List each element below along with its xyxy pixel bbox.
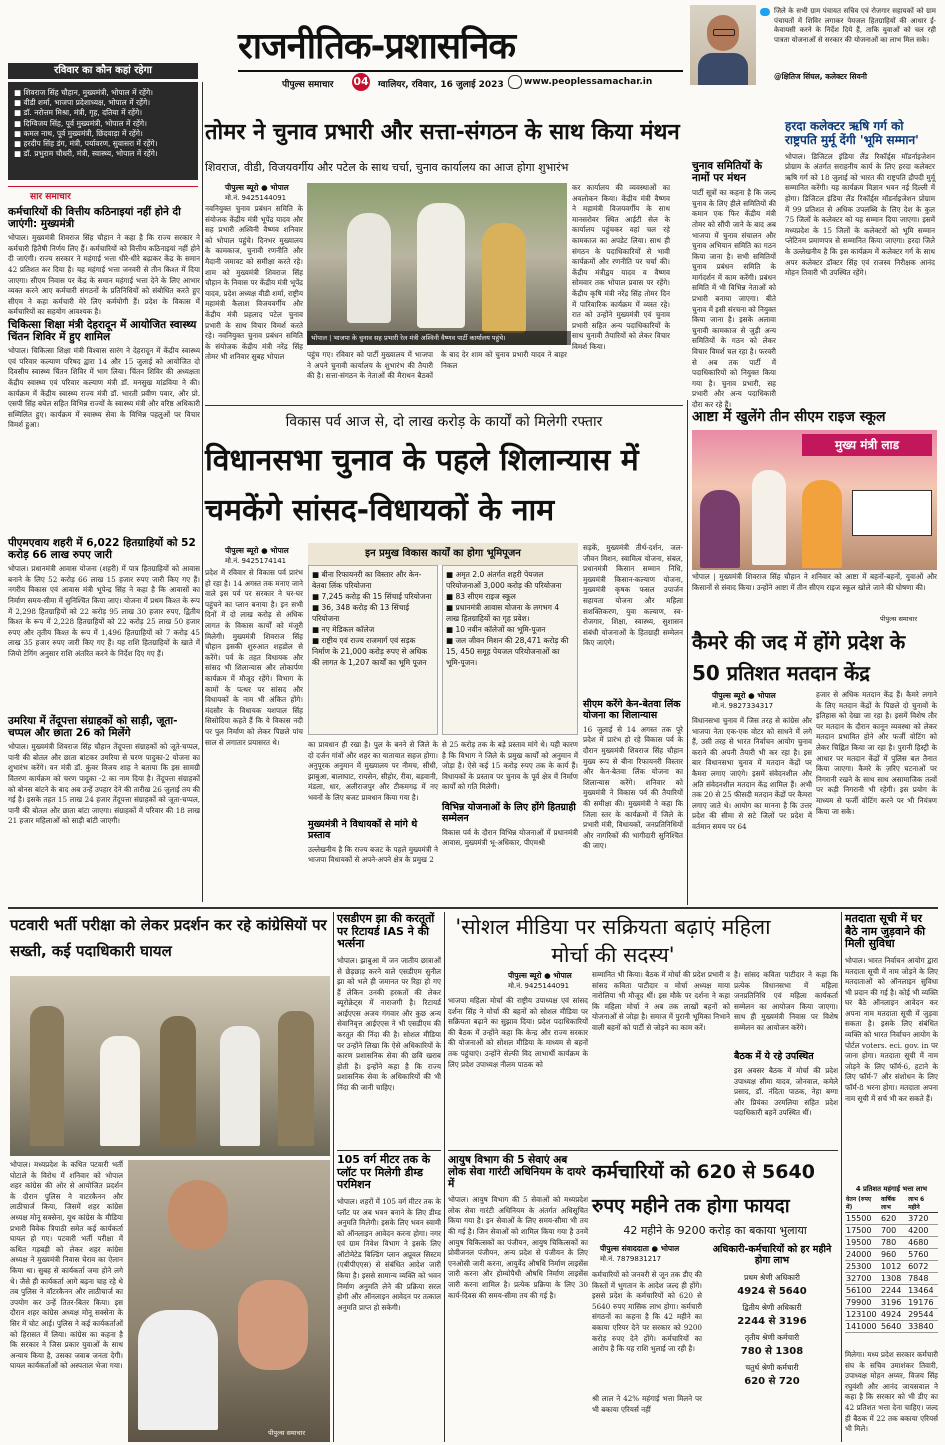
photo-face [238,1280,308,1370]
lead-body-col2: पहुंच गए। रविवार को पार्टी मुख्यालय में भाजपा ने अपने चुनावी कार्यालय के शुभारंभ की तैयारी की है। सत्ता-संगठन के नेताओं की मैराथन बैठकों के बाद देर शाम को चुनाव प्रभारी यादव ने बाहर निकल [307,350,567,381]
grade-name: चतुर्थ श्रेणी कर्मचारी [745,1362,799,1372]
page-number-badge: 04 [352,73,370,91]
photo-person [752,470,786,565]
news-headline: चिकित्सा शिक्षा मंत्री देहरादून में आयोजित स्वास्थ्य चिंतन शिविर में हुए शामिल [8,319,197,344]
table-cell: 1012 [880,1261,907,1273]
table-cell: 24000 [845,1249,880,1261]
table-cell: 780 [880,1237,907,1249]
map105-headline: 105 वर्ग मीटर तक के प्लॉट पर मिलेगी डीम्ड परमिशन [337,1153,431,1192]
cmrise-photo [692,430,937,570]
website: www.peoplessamachar.in [524,77,653,87]
table-cell: 141000 [845,1321,880,1333]
map105-body: भोपाल। शहरों में 105 वर्ग मीटर तक के प्लॉट पर अब भवन बनाने के लिए डीम्ड अनुमति मिलेगी। इसके लिए भवन स्वामी को ऑनलाइन आवेदन करना होगा। नगर एवं ग्राम निवेश विभाग ने इसके लिए ऑटोमेटेड बिल्डिंग प्लान अप्रूवल सिस्टम (एबीपीएएस) से संबंधित आदेश जारी किया है। इससे सामान्य व्यक्ति को भवन निर्माण अनुमति लेने की प्रक्रिया सरल होगी और ऑनलाइन आवेदन पर तत्काल अनुमति प्राप्त हो सकेगी। [337,1196,441,1312]
table-cell: 19500 [845,1237,880,1249]
committees-story [692,160,776,409]
table-cell: 17500 [845,1225,880,1237]
employees-deck: 42 महीने के 9200 करोड़ का बकाया भुलाया [623,1224,807,1237]
schedule-item: ■ वीडी शर्मा, भाजपा प्रदेशाध्यक्ष, भोपाल में रहेंगे। [14,98,151,108]
dev-box-right [442,565,578,735]
table-cell: 1308 [880,1273,907,1285]
table-cell: 79900 [845,1297,880,1309]
committees-headline: चुनाव समितियों के नामों पर मंथन [692,160,763,185]
ayush-headline: आयुष विभाग की 5 सेवाएं अब लोक सेवा गारंटी अधिनियम के दायरे में [448,1154,586,1191]
photo-credit: पीपुल्स समाचार [268,1429,305,1437]
dev-body-col2: का प्रावधान ही रखा है। पुल के बनने से जिले के दो दर्जन गांवों और शहर का यातायात सहज होगा। अनुपूरक अनुमान में मुख्यालय पर नीमच, सीधी, झाबुआ, बालाघाट, रायसेन, सीहोर, रीवा, बड़वानी, मंडला, धार, अलीराजपुर और टीकमगढ़ में नए भवनों के लिए बजट प्रावधान किया गया है। [308,740,438,802]
schedule-item: ■ कमल नाथ, पूर्व मुख्यमंत्री, छिंदवाड़ा में रहेंगे। [14,128,143,138]
sub-headline: मुख्यमंत्री ने विधायकों से मांगे थे प्रस्ताव [308,819,418,841]
hrishi-headline: हरदा कलेक्टर ऋषि गर्ग को राष्ट्रपति मुर्मू देंगी 'भूमि सम्मान' [785,119,919,147]
byline-phone: मो.नं. 7879831217 [600,1255,662,1263]
photo-person [417,203,465,328]
photo-person [700,490,740,568]
grade-range: 620 से 720 [744,1375,800,1387]
social-sub [734,1052,838,1146]
byline-name: पीपुल्स ब्यूरो ● भोपाल [225,183,289,192]
voters-body: भोपाल। भारत निर्वाचन आयोग द्वारा मतदाता सूची में नाम जोड़ने के लिए मतदाताओं को ऑनलाइन सुविधा भी प्रदान की गई है। कोई भी व्यक्ति घर बैठे ऑनलाइन आवेदन कर अपना नाम मतदाता सूची में जुड़वा सकता है। इसके लिए संबंधित व्यक्ति को भारत निर्वाचन आयोग के पोर्टल voters. eci. gov. in पर जाना होगा। मतदाता सूची में नाम जोड़ने के लिए फॉर्म-6, हटाने के लिए फॉर्म-7 और संशोधन के लिए फॉर्म-8 भरना होगा। मतदाता अपना नाम सूची में सर्च भी कर सकते हैं। [845,955,938,1103]
twitter-icon [760,8,770,16]
photo-cheque [852,490,932,536]
masthead-title: राजनीतिक-प्रशासनिक [238,26,516,67]
table-cell: 13464 [907,1285,938,1297]
table-header: वार्षिक लाभ [880,1194,907,1213]
social-byline [508,970,572,992]
dev-sub1 [308,820,438,889]
column-rule [202,82,203,902]
da-table [845,1194,938,1333]
employees-headline: कर्मचारियों को 620 से 5640 रुपए महीने तक होगा फायदा [592,1161,815,1217]
table-cell: 700 [880,1225,907,1237]
lead-photo [307,183,567,345]
divider [448,1150,838,1151]
schedule-list [8,82,198,180]
table-header: वेतन (रुपए में) [845,1194,880,1213]
byline-name: पीपुल्स ब्यूरो ● भोपाल [712,691,776,700]
table-cell: 5760 [907,1249,938,1261]
table-cell: 29544 [907,1309,938,1321]
photo-banner: मुख्य मंत्री लाड [802,434,932,456]
table-cell: 25300 [845,1261,880,1273]
photo-face [168,1180,228,1250]
table-row [845,1237,938,1249]
table-cell: 4924 [880,1309,907,1321]
column-rule [687,400,688,905]
sdm-story [337,913,441,1146]
table-cell: 3196 [880,1297,907,1309]
photo-person [30,1006,64,1146]
byline-phone: मो.नं. 9425144091 [225,194,287,202]
table-row [845,1321,938,1333]
hrishi-body: भोपाल। डिजिटल इंडिया लैंड रिकॉर्ड्स मॉडर्नाइजेशन प्रोग्राम के अंतर्गत सराहनीय कार्य के लिए हरदा कलेक्टर ऋषि गर्ग को 18 जुलाई को भारत की राष्ट्रपति द्रौपदी मुर्मू सम्मानित करेंगी। यह कार्यक्रम विज्ञान भवन नई दिल्ली में होगा। डिजिटल इंडिया लैंड रिकॉर्ड्स मॉडर्नाइजेशन प्रोग्राम में 99 प्रतिशत से अधिक उपलब्धि के लिए देश के कुल 75 जिलों के कलेक्टर को यह सम्मान दिया जाएगा। इसमें मध्यप्रदेश के 15 जिलों के कलेक्टरों को भूमि सम्मान प्लेटिनम प्रमाणपत्र से सम्मानित किया जाएगा। हरदा जिले के उल्लेखनीय है कि इस कार्यक्रम में कलेक्टर गर्ग के साथ अपर कलेक्टर डॉक्टर सिंह एवं राजस्व निरीक्षक आनंद मोहन तिवारी भी उपस्थित रहेंगे। [785,151,935,278]
cameras-headline: कैमरे की जद में होंगे प्रदेश के 50 प्रतिशत मतदान केंद्र [692,630,906,685]
table-cell: 3720 [907,1213,938,1225]
sidebar-news-1 [8,206,200,337]
column-rule [444,912,445,1442]
grade-range: 2244 से 3196 [737,1315,807,1327]
table-row [845,1261,938,1273]
photo-person [160,1016,196,1146]
cameras-body-col1: विधानसभा चुनाव में जिस तरह से कांग्रेस और भाजपा नेता एक-एक वोटर को साधने में लगे हैं, उसी तरह से भारत निर्वाचन आयोग चुनाव कराने की अपनी तैयारी भी कर रहा है। इस बार विधानसभा चुनाव में मतदान केंद्रों पर कैमरा लगाए जाएंगे। इसमें संवेदनशील और अति संवेदनशील मतदान केंद्र शामिल हैं। अभी तक 20 से 25 फीसदी मतदान केंद्रों पर कैमरा लगाए जाते थे। आयोग का मानना है कि उत्तर प्रदेश की सीमा से सटे जिलों पर प्रदेश में वर्तमान समय पर 64 [692,716,812,831]
table-cell: 7848 [907,1273,938,1285]
paper-name: पीपुल्स समाचार [282,80,334,90]
lead-deck: शिवराज, वीडी, विजयवर्गीय और पटेल के साथ चर्चा, चुनाव कार्यालय का आज होगा शुभारंभ [205,161,569,174]
collector-portrait [690,5,756,85]
dev-box-item: ■ 7,245 करोड़ की 15 सिंचाई परियोजना [312,592,432,601]
dev-byline [225,545,289,567]
dev-box-left [308,565,438,735]
table-cell: 960 [880,1249,907,1261]
grade-range: 4924 से 5640 [737,1285,807,1297]
dev-box-item: ■ 83 सीएम राइज स्कूल [446,592,516,601]
table-cell: 4680 [907,1237,938,1249]
masthead-dateline-bar [238,70,683,94]
dev-box-item: ■ राष्ट्रीय एवं राज्य राजमार्ग एवं सड़क निर्माण के 21,000 करोड़ रुपए से अधिक की लागत के 1,207 कार्यों का भूमि पूजन [312,636,428,667]
dev-box-item: ■ नए मेडिकल कॉलेज [312,625,375,634]
photo-credit: पीपुल्स समाचार [880,615,917,623]
table-cell: 33840 [907,1321,938,1333]
photo-person [100,1036,140,1146]
voters-headline: मतदाता सूची में घर बैठे नाम जुड़वाने की मिली सुविधा [845,912,926,951]
divider [205,405,683,406]
table-row [845,1297,938,1309]
table-row [845,1225,938,1237]
schedule-item: ■ हरदीप सिंह डंग, मंत्री, पर्यावरण, सुवासरा में रहेंगे। [14,139,158,149]
table-row [845,1249,938,1261]
dev-headline: विधानसभा चुनाव के पहले शिलान्यास में चमकेंगे सांसद-विधायकों के नाम [205,443,639,528]
portrait-shirt [698,53,748,85]
grade-item [706,1273,838,1297]
sdm-headline: एसडीएम झा की करतूतों पर रिटायर्ड IAS ने की भर्त्सना [337,912,435,951]
map105-story [337,1154,441,1409]
byline-name: पीपुल्स ब्यूरो ● भोपाल [225,546,289,555]
table-cell: 56100 [845,1285,880,1297]
lead-photo-caption: भोपाल | भाजपा के चुनाव सह प्रभारी रेल मंत्री अश्विनी वैष्णव पार्टी कार्यालय पहुंचे। [307,331,571,345]
news-headline: उमरिया में तेंदूपत्ता संग्राहकों को साड़ी, जूता- चप्पल और छाता 26 को मिलेंगे [8,715,178,740]
byline-phone: मो.नं. 9827334317 [712,702,774,710]
schedule-item: ■ डॉ. नरोत्तम मिश्रा, मंत्री, गृह, दतिया में रहेंगे। [14,108,143,118]
grade-range: 780 से 1308 [740,1345,804,1357]
byline-phone: मो.नं. 9425174141 [225,557,287,565]
employees-grade-box [706,1245,838,1445]
cameras-byline [712,690,776,712]
news-body: भोपाल। मुख्यमंत्री शिवराज सिंह चौहान तेंदूपत्ता संग्राहकों को जूते-चप्पल, पानी की बोतल और छाता बांटकर उमरिया से चरण पादुका-2 योजना का शुभारंभ करेंगे। वन मंत्री डॉ. कुंवर विजय शाह ने बताया कि इस सामग्री वितरण कार्यक्रम को चरण पादुका -2 का नाम दिया है। तेंदूपत्ता संग्राहकों को बोनस बांटने के बाद अब उन्हें उपहार देने की तारीख 26 जुलाई तय की गई है। इसके तहत 15 लाख 24 हजार तेंदूपत्ता संग्राहकों को जूता-चप्पल, पानी की बोतल और छाता बांटा जाएगा। संग्राहकों में परिवार की 18 लाख 21 हजार महिलाओं को साड़ी बांटी जाएगी। [8,742,200,826]
da-table-box [845,1185,938,1333]
social-headline: 'सोशल मीडिया पर सक्रियता बढ़ाएं महिला मोर्चा की सदस्य' [455,915,771,967]
voters-story [845,913,938,1168]
dev-box-item: ■ बीना रिफायनरी का विस्तार और केन-बेतवा लिंक परियोजना [312,570,422,590]
social-body-col1: भाजपा महिला मोर्चा की राष्ट्रीय उपाध्यक्ष एवं सांसद दर्शना सिंह ने मोर्चा की बहनों को सोशल मीडिया पर सक्रियता बढ़ाने का सुझाव दिया। प्रदेश पदाधिकारियों की बैठक में उन्होंने कहा कि केन्द्र और राज्य सरकार की योजनाओं को सोशल मीडिया के माध्यम से बहनों तक पहुंचाएं। उन्होंने सेल्फी विद लाभार्थी कार्यक्रम के लिए प्रदेश उपाध्यक्ष नीलम पाठक को [448,996,588,1069]
table-cell: 2244 [880,1285,907,1297]
dev-body-col3: से 25 करोड़ तक के बड़े प्रस्ताव मांगे थे। यही कारण है कि विभाग ने जिले के प्रमुख कार्यों को अनुमान में जोड़ा है। ऐसे कई 15 करोड़ रुपए तक के कार्य हैं। विधायकों के प्रस्ताव पर चुनाव के पूर्व क्षेत्र में निर्माण कार्यों को गति मिलेगी। [442,740,578,792]
sub-body: उल्लेखनीय है कि राज्य बजट के पहले मुख्यमंत्री ने भाजपा विधायकों से अपने-अपने क्षेत्र के प्रमुख 2 [308,844,438,865]
grade-box-title: अधिकारी-कर्मचारियों को हर महीने होगा लाभ [712,1244,832,1266]
dev-box-item: ■ 36, 348 करोड़ की 13 सिंचाई परियोजना [312,603,410,623]
employees-body: कर्मचारियों को जनवरी से जून तक डीए की किस्तों में भुगतान के आदेश जल्द ही होंगे। इससे प्रदेश के कर्मचारियों को 620 से 5640 रुपए मासिक लाभ होगा। कर्मचारी संगठनों का कहना है कि 42 महीने का बकाया एरियर देने पर सरकार को 9200 करोड़ रुपए देने होंगे। कर्मचारियों का आरोप है कि यह राशि भुलाई जा रही है। [592,1270,702,1354]
divider [8,186,198,187]
grade-name: तृतीय श्रेणी कर्मचारी [744,1332,800,1342]
social-body-col2: सम्मानित भी किया। बैठक में मोर्चा की प्रदेश प्रभारी व सांसद कविता पाटीदार व मोर्चा अध्यक्ष माया नारोलिया भी मौजूद थीं। इस मौके पर दर्शना ने कहा कि महिला मोर्चा ने अब तक लाखों बहनों को योजनाओं से जोड़ा है। समाज में पुरानी भूमिका निभाने वाली बहनों को पार्टी से जोड़ने का काम करें। [592,970,730,1032]
lead-body-col1: नवनियुक्त चुनाव प्रबंधन समिति के संयोजक केंद्रीय मंत्री भूपेंद्र यादव और सह प्रभारी अश्विनी वैष्णव शनिवार को भोपाल पहुंचे। दिनभर मुख्यालय के कामकाज, चुनावी रणनीति और मैदानी जमावट को समीक्षा करते रहे। शाम को मुख्यमंत्री शिवराज सिंह चौहान के निवास पर केंद्रीय मंत्री भूपेंद्र यादव, प्रदेश अध्यक्ष वीडी शर्मा, राष्ट्रीय महामंत्री कैलाश विजयवर्गीय और केंद्रीय मंत्री प्रहलाद पटेल चुनाव प्रभारी के साथ विचार विमर्श करते रहे। नवनियुक्त चुनाव प्रबंधन समिति के संयोजक केंद्रीय मंत्री नरेंद्र सिंह तोमर भी शनिवार सुबह भोपाल [205,204,303,362]
schedule-item: ■ शिवराज सिंह चौहान, मुख्यमंत्री, भोपाल में रहेंगे। [14,88,154,97]
dateline: ग्वालियर, रविवार, 16 जुलाई 2023 [378,80,504,90]
dev-box-title: इन प्रमुख विकास कार्यों का होगा भूमिपूजन [308,543,578,565]
news-body: भोपाल। मुख्यमंत्री शिवराज सिंह चौहान ने कहा है कि राज्य सरकार ने कर्मचारी हितैषी निर्णय लिए हैं। कर्मचारियों को वित्तीय कठिनाइयां नहीं होने दी जाएंगी। राज्य सरकार ने महंगाई भत्ता धीरे-धीरे बढ़ाकर केंद्र के समान 42 प्रतिशत कर दिया है। यह महंगाई भत्ता जनवरी से तीन किश्त में दिया जाएगा। सीएम निवास पर केंद्र के समान महंगाई भत्ता देने के लिए आभार व्यक्त करने आए कर्मचारी संगठनों के प्रतिनिधियों को संबोधित करते हुए सीएम ने कहा कर्मचारी मेरे लिए कर्मयोगी हैं। प्रदेश के विकास में कर्मचारियों का सहयोग आवश्यक है। [8,233,200,317]
grade-name: प्रथम श्रेणी अधिकारी [744,1272,800,1282]
employees-byline [600,1243,679,1265]
da-table-title: 4 प्रतिशत महंगाई भत्ता लाभ [855,1185,928,1193]
tweet-handle: @क्षितिज सिंघल, कलेक्टर सिवनी [774,72,867,81]
grade-item [706,1303,838,1327]
committees-body: पार्टी सूत्रों का कहना है कि जल्द चुनाव के लिए हीले समितियों की कमान एक फिर केंद्रीय मंत्री तोमर को सौंपी जाने के बाद अब भाजपा में चुनाव संचालन और चुनाव अभियान समिति का गठन किया जाना है। सभी समितियों चुनाव प्रबंधन समिति के मार्गदर्शन में काम करेंगी। प्रबंधन समिति में भी विभिन्न नेताओं को प्रभारी बनाया जाएगा। बीते चुनाव में इसी संरचना को नियुक्त किया जाना है। इसके अलावा चुनावी कामकाज से जुड़ी अन्य समितियों के गठन को लेकर विचार विमर्श चल रहा है। फरवरी से अब तक पार्टी में पदाधिकारियों को नियुक्त किया गया है। चुनाव प्रभारी, सह प्रभारी और अन्य पदाधिकारी दौरा कर रहे हैं। [692,188,776,409]
sidebar-news-3 [8,537,200,702]
portrait-glasses [713,29,735,36]
photo-person [802,480,842,568]
cmrise-headline: आष्टा में खुलेंगे तीन सीएम राइज स्कूल [692,409,886,425]
sidebar-schedule-box [8,5,198,81]
photo-person [278,1011,314,1146]
photo-person [482,223,526,333]
ayush-story [448,1154,588,1431]
byline-phone: मो.नं. 9425144091 [508,982,570,990]
news-body: भोपाल। चिकित्सा शिक्षा मंत्री विश्वास सारंग ने देहरादून में केंद्रीय स्वास्थ्य एवं परिवार कल्याण परिषद द्वारा 14 और 15 जुलाई को आयोजित दो दिवसीय स्वास्थ्य चिंतन शिविर में भाग लिया। चिंतन शिविर की अध्यक्षता केंद्रीय स्वास्थ्य एवं परिवार कल्याण मंत्री डॉ. मनसुख मांडविया ने की। कार्यक्रम में केंद्रीय स्वास्थ्य राज्य मंत्री डॉ. भारती प्रवीण पवार, और प्रो. एसपी सिंह बघेल सहित विभिन्न राज्यों के स्वास्थ्य मंत्री और वरिष्ठ अधिकारी सम्मिलित हुए। कार्यक्रम में स्वास्थ्य सेवा के विभिन्न पहलुओं पर विचार विमर्श हुआ। [8,346,200,430]
dev-body-col4: सड़कें, मुख्यमंत्री तीर्थ-दर्शन, जल-जीवन मिशन, स्वामित्व योजना, संबल, प्रधानमंत्री किसान सम्मान निधि, मुख्यमंत्री किसान-कल्याण योजना, मुख्यमंत्री कृषक फसल उपार्जन सहायता योजना और महिला सशक्तिकरण, युवा कल्याण, स्व-रोजगार, शिक्षा, स्वास्थ्य, सुशासन संबंधी योजनाओं के हितग्राही सम्मेलन किए जाएंगे। [583,543,683,648]
table-header-row [845,1194,938,1213]
sub-body: इस अवसर बैठक में मोर्चा की प्रदेश उपाध्यक्ष सीमा यादव, जोनवाल, कमेले प्रसाद, डॉ. नंदिता पाठक, नेहा बग्गा और प्रियंका उरमलिया सहित प्रदेश पदाधिकारी बहनें उपस्थित थीं। [734,1065,838,1118]
table-row [845,1309,938,1321]
globe-icon [508,75,522,89]
sidebar-news-4 [8,715,200,890]
table-cell: 19176 [907,1297,938,1309]
grade-item [706,1333,838,1357]
dev-box-item: ■ अमृत 2.0 अंतर्गत शहरी पेयजल परियोजनाओं 3,000 करोड़ की परियोजना [446,570,562,590]
dev-sub3 [583,700,683,895]
table-cell: 620 [880,1213,907,1225]
patwari-headline: पटवारी भर्ती परीक्षा को लेकर प्रदर्शन कर रहे कांग्रेसियों पर सख्ती, कई पदाधिकारी घायल [10,916,327,960]
lead-body-col3: कर कार्यालय की व्यवस्थाओं का अवलोकन किया। केंद्रीय मंत्री वैष्णव ने महामंत्री विजयवर्गीय के साथ मानसरोवर स्थित आईटी सेल के कार्यालय पहुंचकर वहां चल रहे कामकाज का अपडेट लिया। साथ ही संगठन के पदाधिकारियों से भावी कार्यक्रमों और रणनीति पर चर्चा की। केंद्रीय मंत्रीद्वय यादव व वैष्णव सोमवार तक भोपाल प्रवास पर रहेंगे। केंद्रीय कृषि मंत्री नरेंद्र सिंह तोमर दिन में पारिवारिक कार्यक्रम में व्यस्त रहे। रात को उन्होंने मुख्यमंत्री एवं चुनाव प्रभारी सहित अन्य पदाधिकारियों के साथ चुनावी तैयारियों को लेकर विचार विमर्श किया। [572,183,670,351]
byline-name: पीपुल्स ब्यूरो ● भोपाल [508,971,572,980]
employees-note: श्री लाल ने 42% महंगाई भत्ता मिलने पर भी बकाया एरियर्स नहीं [592,1394,702,1414]
schedule-item: ■ डॉ. प्रभुराम चौधरी, मंत्री, स्वास्थ्य, भोपाल में रहेंगे। [14,149,158,159]
table-cell: 4200 [907,1225,938,1237]
social-body-col3: है। सांसद कविता पाटीदार ने कहा कि प्रत्येक विधानसभा में महिला जनप्रतिनिधि एवं महिला कार्यकर्ता सम्मेलन का आयोजन किया जाएगा। साथ ही मुख्यमंत्री निवास पर विशेष सम्मेलन का आयोजन करेंगे। [734,970,838,1032]
patwari-photo-top [10,976,330,1156]
sub-body: विकास पर्व के दौरान विभिन्न योजनाओं में प्रधानमंत्री आवास, मुख्यमंत्री भू-अधिकार, पीएमश्री [442,827,578,848]
table-header: लाभ 6 महीने [907,1194,938,1213]
table-cell: 6072 [907,1261,938,1273]
cameras-body-col2: हजार से अधिक मतदान केंद्र हैं। कैमरे लगाने के लिए मतदान केंद्रों के पिछले दो चुनावों के इतिहास को देखा जा रहा है। इसमें विशेष तौर पर मतदान के दौरान कानून व्यवस्था को लेकर मतदान प्रभावित होने और फर्जी वोटिंग को लेकर चिह्नित किया जा रहा है। पुरानी हिस्ट्री के आधार पर मतदान केंद्रों में पुलिस बल तैनात किया जाएगा। कैमरे के ज़रिए घटनाओं पर निगरानी रखने के साथ साथ असामाजिक तत्वों पर कड़ी निगरानी भी रहेगी। इस प्रयोग के माध्यम से फर्जी वोटिंग करने पर भी नियंत्रण किया जा सके। [816,690,937,816]
patwari-photo-bottom [128,1160,330,1442]
grade-item [706,1363,838,1387]
table-row [845,1273,938,1285]
table-cell: 15500 [845,1213,880,1225]
sub-headline: बैठक में ये रहे उपस्थित [734,1051,814,1062]
hrishi-story [785,120,935,430]
lead-headline: तोमर ने चुनाव प्रभारी और सत्ता-संगठन के साथ किया मंथन [205,120,680,145]
dev-box-item: ■ 10 नवीन कॉलेजों का भूमि-पूजन [446,625,546,634]
lead-byline [225,182,289,204]
photo-person [138,1310,218,1430]
dev-kicker: विकास पर्व आज से, दो लाख करोड़ के कार्यों को मिलेगी रफ्तार [285,414,603,430]
column-rule [841,912,842,1442]
schedule-item: ■ दिग्विजय सिंह, पूर्व मुख्यमंत्री, भोपाल में रहेंगे। [14,118,147,128]
divider [8,907,938,909]
sidebar-news-2 [8,319,200,472]
sub-headline: विभिन्न योजनाओं के लिए होंगे हितग्राही सम्मेलन [442,802,576,824]
sub-headline: सीएम करेंगे केन-बेतवा लिंक योजना का शिलान्यास [583,699,681,721]
byline-name: पीपुल्स संवाददाता ● भोपाल [600,1244,680,1253]
column-rule [333,912,334,1442]
table-cell: 123100 [845,1309,880,1321]
cmrise-caption: भोपाल | मुख्यमंत्री शिवराज सिंह चौहान ने शनिवार को आष्टा में बहनों-बहनों, युवाओं और किसानों से संवाद किया। उन्होंने आष्टा में तीन सीएम राइज स्कूल खोले जाने की घोषणा की। [692,572,937,592]
photo-person [347,213,391,323]
section-label: सार समाचार [30,192,71,202]
sub-body: 16 जुलाई से 14 अगस्त तक पूरे प्रदेश में प्रारंभ हो रहे विकास पर्व के दौरान मुख्यमंत्री शिवराज सिंह चौहान मुख्य रूप से बीना रिफायनरी विस्तार और केन-बेतवा लिंक योजना का शिलान्यास करेंगे। शनिवार को मुख्यमंत्री ने विकास पर्व की तैयारियों की समीक्षा की। मुख्यमंत्री ने कहा कि जिला स्तर के कार्यक्रमों में जिले के प्रभारी मंत्री, विधायकों, जनप्रतिनिधियों और नागरिकों की भागीदारी सुनिश्चित की जाए। [583,724,683,851]
table-cell: 32700 [845,1273,880,1285]
da-footnote: मिलेगा। मध्य प्रदेश सरकार कर्मचारी संघ के सचिव उमाशंकर तिवारी, उपाध्यक्ष मोहन अय्यर, विजय सिंह रघुवंशी और आनंद जायसवाल ने कहा है कि सरकार को भी डीए का 42 प्रतिशत भत्ता देना चाहिए। जल्द ही बैठक में 22 तक बकाया एरियर्स भी मिले। [845,1350,938,1434]
dev-box-item: ■ जल जीवन मिशन की 28,471 करोड़ की 15, 450 समूह पेयजल परियोजनाओं का भूमि-पूजन। [446,636,569,667]
table-row [845,1285,938,1297]
dev-body-col1: प्रदेश में रविवार से विकास पर्व प्रारंभ हो रहा है। 14 अगस्त तक मनाए जाने वाले इस पर्व पर सरकार ने घर-घर पहुंचने का प्लान बनाया है। इन सभी दिनों में दो लाख करोड़ से अधिक लागत के विकास कार्यों को मंजूरी मिलेगी। मुख्यमंत्री शिवराज सिंह चौहान इसकी शुरुआत शहडोल से करेंगे। पर्व के तहत विधायक और सांसद भी शिलान्यास और लोकार्पण कार्यक्रम में मौजूद रहेंगे। विभाग के कामों के पत्थर पर सांसद और विधायकों के नाम भी अंकित होंगे। मंदसौर के विधायक यशपाल सिंह सिसोदिया कहते हैं कि ये विकास नदी पर पुल निर्माण को लेकर पिछले पांच साल से लगातार प्रयासरत थे। [205,568,303,747]
dev-box-item: ■ प्रधानमंत्री आवास योजना के लगभग 4 लाख हितग्राहियों का गृह प्रवेश। [446,603,560,623]
table-cell: 5640 [880,1321,907,1333]
news-headline: पीएमएवाय शहरी में 6,022 हितग्राहियों को 52 करोड़ 66 लाख रुपए जारी [8,537,196,562]
tweet-box [690,5,938,87]
news-body: भोपाल। प्रधानमंत्री आवास योजना (शहरी) में पात्र हितग्राहियों को आवास बनाने के लिए 52 करोड़ 66 लाख 15 हजार रुपए जारी किए गए हैं। नगरीय विकास एवं आवास मंत्री भूपेन्द्र सिंह ने कहा है कि आवासों का निर्माण समय-सीमा में सुनिश्चित किया जाए। योजना में प्रथम किश्त के रूप में 2,298 हितग्राहियों को 22 करोड़ 95 लाख 30 हजार रुपए, द्वितीय किश्त के रूप में 2,228 हितग्राहियों को 22 करोड़ 25 लाख 50 हजार रुपए और तृतीय किश्त के रूप में 1,496 हितग्राहियों को 7 करोड़ 45 लाख 35 हजार रुपए जारी किए गए हैं। यह राशि हितग्राहियों के खाते में जियो टेगिंग अनुसार राशि अंतरित करने के निर्देश दिए गए हैं। [8,564,200,658]
divider [337,1150,441,1151]
grade-name: द्वितीय श्रेणी अधिकारी [742,1302,802,1312]
patwari-body: भोपाल। मध्यप्रदेश के कथित पटवारी भर्ती घोटाले के विरोध में शनिवार को भोपाल शहर कांग्रेस की ओर से आयोजित प्रदर्शन के दौरान पुलिस ने वाटरकैनन और लाठीचार्ज किया, जिसमें शहर कांग्रेस अध्यक्ष मोनू सक्सेना, यूथ कांग्रेस के मीडिया प्रभारी विवेक त्रिपाठी समेत कई कार्यकर्ता घायल हो गए। पटवारी भर्ती परीक्षा में कथित गड़बड़ी को लेकर शहर कांग्रेस अध्यक्ष ने मुख्यमंत्री निवास घेराव का ऐलान किया था। सुबह से कार्यकर्ता जमा होने लगे थे। जैसे ही कार्यकर्ता आगे बढ़ना चाह रहे थे तब पुलिस ने वॉटरकैनन और लाठीचार्ज का उपयोग कर उन्हें तितर-बितर किया। इस दौरान शहर कांग्रेस अध्यक्ष मोनू सक्सेना के सिर में चोट आई। पुलिस ने कई कार्यकर्ताओं को हिरासत में लिया। कांग्रेस का कहना है कि सरकार ने जिस प्रकार युवाओं के साथ अन्याय किया है, उसका जवाब जनता देगी। घायल कार्यकर्ताओं को अस्पताल भेजा गया। [10,1160,123,1371]
news-headline: कर्मचारियों की वित्तीय कठिनाइयां नहीं होने दी जाएंगी: मुख्यमंत्री [8,206,181,231]
table-row [845,1213,938,1225]
schedule-box-title: रविवार का कौन कहां रहेगा [8,63,198,79]
ayush-body: भोपाल। आयुष विभाग की 5 सेवाओं को मध्यप्रदेश लोक सेवा गारंटी अधिनियम के अंतर्गत अधिसूचित किया गया है। इन सेवाओं के लिए समय-सीमा भी तय की गई है। जिन सेवाओं को शामिल किया गया है उनमें आयुष चिकित्सकों का पंजीयन, आयुष चिकित्सकों का प्रोवीजनल पंजीयन, अन्य प्रदेश से पंजीयन के लिए एनओसी जारी करना, आयुर्वेद औषधि निर्माण लाइसेंस जारी करना और होम्योपैथी औषधि निर्माण लाइसेंस जारी करना शामिल है। प्रत्येक प्रक्रिया के लिए 30 कार्य-दिवस की समय-सीमा तय की गई है। [448,1195,588,1300]
photo-person [220,1026,260,1146]
tweet-text: जिले के सभी ग्राम पंचायत सचिव एवं रोजगार सहायकों को ग्राम पंचायतों में शिविर लगाकर पेयजल हितग्राहियों की आधार ई-केवायसी करने के निर्देश दिये हैं, ताकि युवाओं को चल रही पात्रता योजनाओं से सरकार की योजनाओं का लाभ मिल सके। [774,7,936,44]
dev-sub2 [442,803,578,884]
sdm-body: भोपाल। झाबुआ में जन जातीय छात्राओं से छेड़छाड़ करने वाले एसडीएम सुनील झा को भले ही जमानत पर रिहा हो गए हैं लेकिन उनकी हरकतों की लेकर ब्यूरोक्रेट्स में नाराजगी है। रिटायर्ड आईएएस अजय गंगवार और कुछ अन्य सेवानिवृत्त आईएएस ने भी एसडीएम की करतूत की निंदा की है। सोशल मीडिया पर उन्होंने लिखा कि ऐसे अधिकारियों के कारण प्रशासनिक सेवा की छवि खराब होती है। इन्होंने कहा है कि राज्य प्रशासनिक सेवा के अधिकारियों की भी निंदा की जानी चाहिए। [337,955,441,1093]
